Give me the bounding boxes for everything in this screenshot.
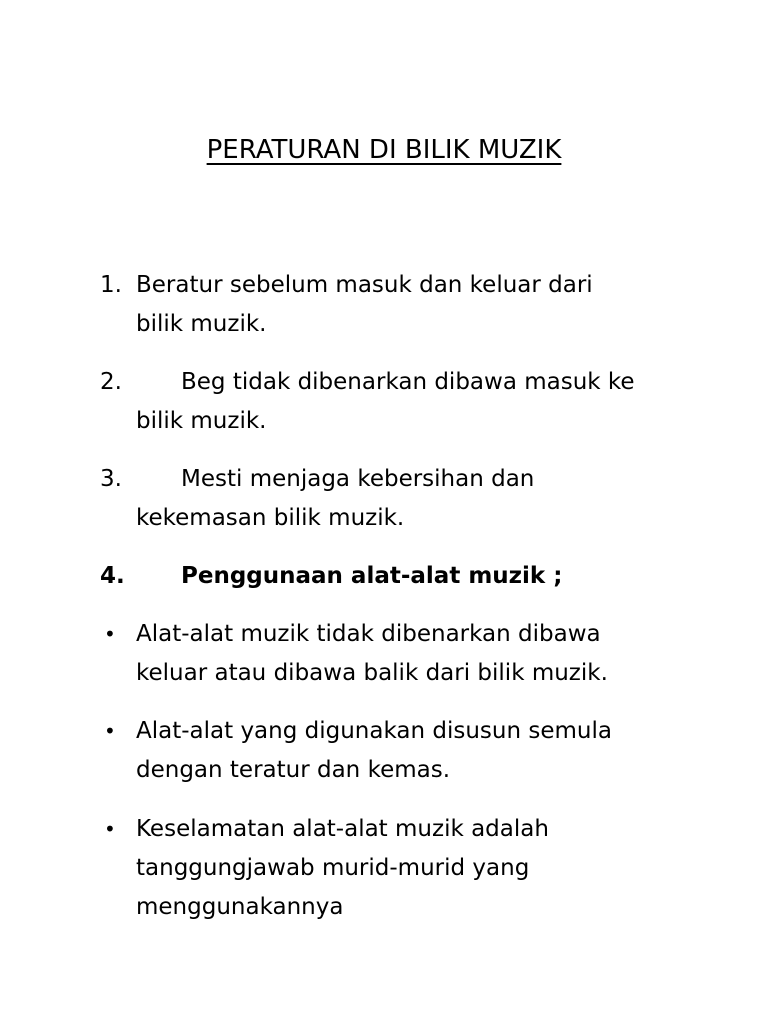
bullet-text-line: tanggungjawab murid-murid yang [136, 855, 530, 881]
rule-text-line: bilik muzik. [136, 408, 267, 434]
rule-text-line: Mesti menjaga kebersihan dan [181, 466, 535, 492]
bullet-text-line: dengan teratur dan kemas. [136, 757, 451, 783]
rule-item-1 [100, 266, 720, 344]
page-title: PERATURAN DI BILIK MUZIK [206, 135, 562, 165]
bullet-item-3 [100, 810, 720, 927]
rule-number: 2. [100, 369, 122, 395]
bullet-text-line: menggunakannya [136, 894, 344, 920]
bullet-icon: • [104, 817, 116, 841]
rule-text-line: Beg tidak dibenarkan dibawa masuk ke [181, 369, 635, 395]
rule-number: 1. [100, 272, 122, 298]
rule-number: 4. [100, 563, 125, 589]
bullet-text-line: Alat-alat muzik tidak dibenarkan dibawa [136, 621, 601, 647]
rule-number: 3. [100, 466, 122, 492]
bullet-text-line: Alat-alat yang digunakan disusun semula [136, 718, 612, 744]
bullet-icon: • [104, 719, 116, 743]
rule-item-3 [100, 460, 720, 538]
rule-heading: Penggunaan alat-alat muzik ; [181, 563, 563, 589]
rule-text-line: bilik muzik. [136, 311, 267, 337]
bullet-text-line: keluar atau dibawa balik dari bilik muzik. [136, 660, 608, 686]
rule-text-line: Beratur sebelum masuk dan keluar dari [136, 272, 593, 298]
bullet-item-1 [100, 615, 720, 693]
bullet-item-2 [100, 712, 720, 790]
bullet-text-line: Keselamatan alat-alat muzik adalah [136, 816, 549, 842]
rule-text-line: kekemasan bilik muzik. [136, 505, 405, 531]
bullet-icon: • [104, 622, 116, 646]
rule-item-2 [100, 363, 720, 441]
rule-item-4 [100, 557, 720, 596]
